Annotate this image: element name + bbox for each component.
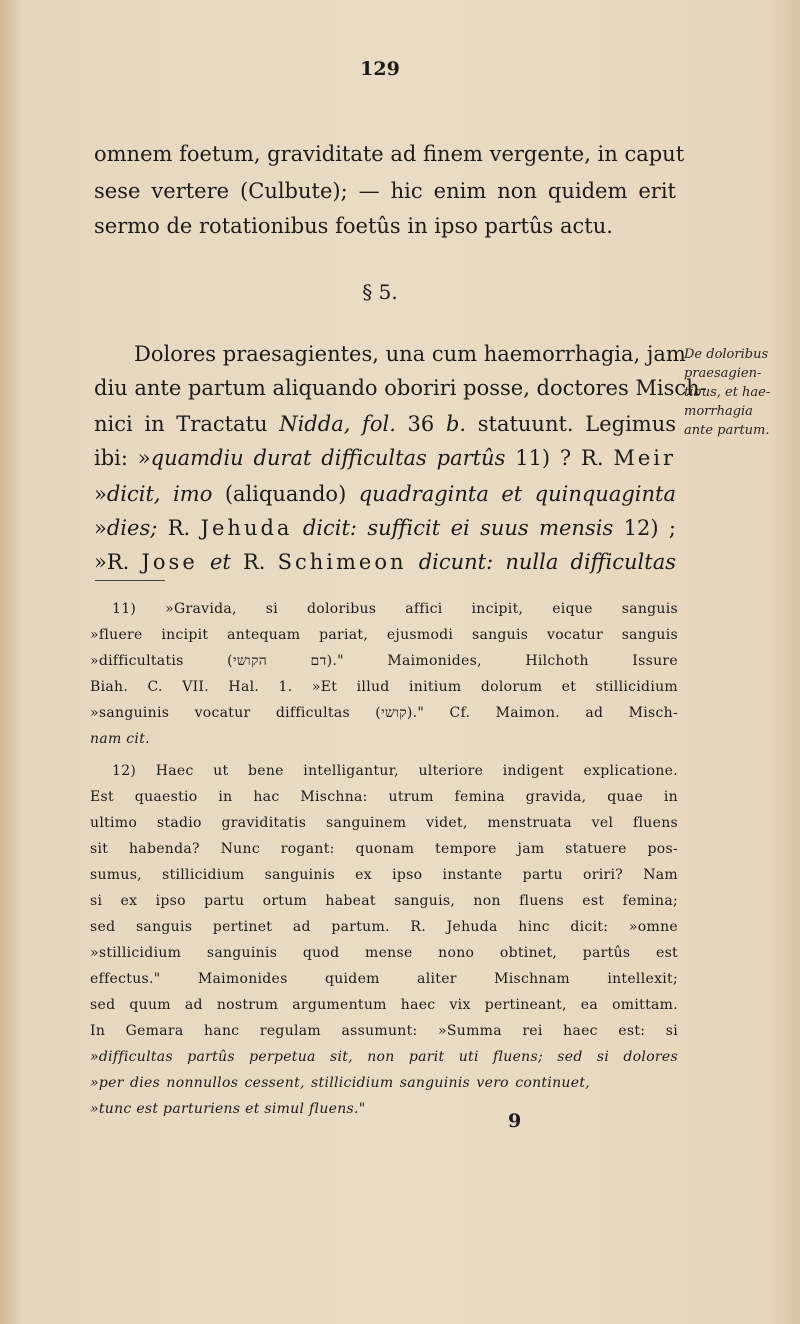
footnote-line: si ex ipso partu ortum habeat sanguis, non fluens est femina; [90,893,678,909]
footnote-line: 12) Haec ut bene intelligantur, ulteriore indigent explicatione. [112,763,678,779]
text-line: »R. Jose et R. Schimeon dicunt: nulla difficultas [94,550,676,574]
footnote-line: »difficultas partûs perpetua sit, non parit uti fluens; sed si dolores [90,1049,678,1065]
footnote-line: sed quum ad nostrum argumentum haec vix pertineant, ea omittam. [90,997,678,1013]
margin-note-line: tibus, et hae- [684,385,771,400]
footnote-line: Est quaestio in hac Mischna: utrum femina gravida, quae in [90,789,678,805]
margin-note-line: morrhagia [684,404,753,419]
text-line: »dies; R. Jehuda dicit: sufficit ei suus mensis 12) ; [94,516,676,540]
margin-note-line: ante partum. [684,423,770,438]
footnote-line: »per dies nonnullos cessent, stillicidium sanguinis vero continuet, [90,1075,590,1091]
footnote-line: sed sanguis pertinet ad partum. R. Jehuda hinc dicit: »omne [90,919,678,935]
section-heading: § 5. [362,280,398,304]
footnote-line: 11) »Gravida, si doloribus affici incipit, eique sanguis [112,601,678,617]
text-line: diu ante partum aliquando oboriri posse, doctores Misch- [94,376,707,400]
footnote-line: »difficultatis (דם הקושי)." Maimonides, Hilchoth Issure [90,653,678,669]
text-line: ibi: »quamdiu durat difficultas partûs 11) ? R. Meir [94,446,676,470]
page-number: 129 [360,58,400,80]
text-line: sese vertere (Culbute); — hic enim non quidem erit [94,179,676,203]
footnote-line: ultimo stadio graviditatis sanguinem videt, menstruata vel fluens [90,815,678,831]
footnote-line: »tunc est parturiens et simul fluens." [90,1101,366,1117]
footnote-line: sit habenda? Nunc rogant: quonam tempore jam statuere pos- [90,841,678,857]
footnote-line: In Gemara hanc regulam assumunt: »Summa rei haec est: si [90,1023,678,1039]
text-line: »dicit, imo (aliquando) quadraginta et quinquaginta [94,482,676,506]
text-line: sermo de rotationibus foetûs in ipso partûs actu. [94,214,613,238]
footnote-line: sumus, stillicidium sanguinis ex ipso instante partu oriri? Nam [90,867,678,883]
footnote-line: Biah. C. VII. Hal. 1. »Et illud initium dolorum et stillicidium [90,679,678,695]
margin-note [684,345,794,440]
footnote-separator [95,580,165,581]
footnote-line: nam cit. [90,731,150,747]
footnote-line: »stillicidium sanguinis quod mense nono obtinet, partûs est [90,945,678,961]
margin-note-line: praesagien- [684,366,762,381]
text-line: omnem foetum, graviditate ad finem vergente, in caput [94,142,685,166]
signature-mark: 9 [508,1110,522,1132]
text-line: Dolores praesagientes, una cum haemorrhagia, jam [134,342,686,366]
footnote-line: »sanguinis vocatur difficultas (קושי)." Cf. Maimon. ad Misch- [90,705,678,721]
footnote-line: »fluere incipit antequam pariat, ejusmodi sanguis vocatur sanguis [90,627,678,643]
footnote-line: effectus." Maimonides quidem aliter Mischnam intellexit; [90,971,678,987]
text-line: nici in Tractatu Nidda, fol. 36 b. statuunt. Legimus [94,412,677,436]
margin-note-line: De doloribus [684,347,769,362]
